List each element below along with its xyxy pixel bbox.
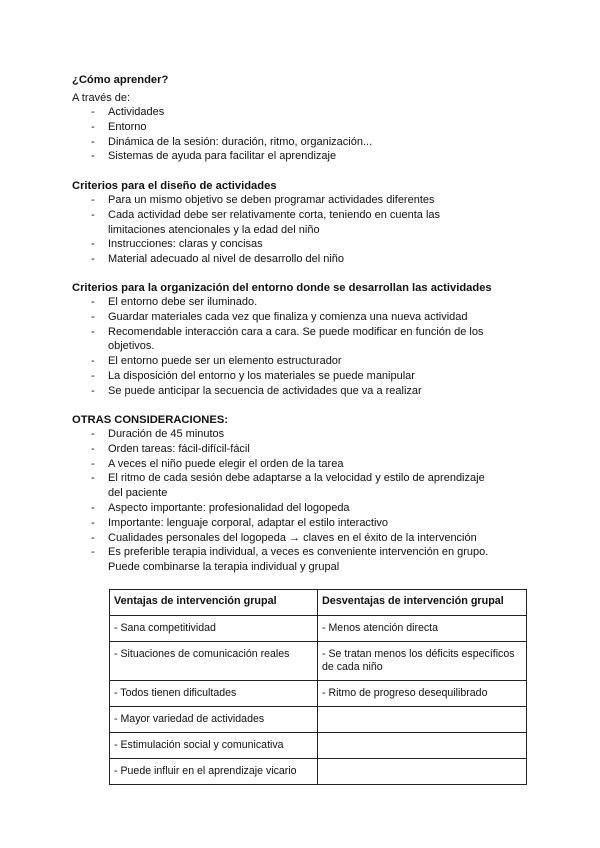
list-item: - El entorno debe ser iluminado. [0,295,498,310]
table-row [110,642,527,681]
list-item: - Sistemas de ayuda para facilitar el aprendizaje [0,149,498,164]
list-otras-consideraciones [0,427,600,575]
list-item: - Se puede anticipar la secuencia de actividades que va a realizar [0,384,498,399]
list-item: - Material adecuado al nivel de desarrollo del niño [0,252,498,267]
table-cell [318,759,527,785]
section-title-diseno-actividades: Criterios para el diseño de actividades [72,180,277,192]
ventajas-desventajas-table [109,589,527,785]
list-item: - Cualidades personales del logopeda → claves en el éxito de la intervención [0,531,498,546]
table-cell: - Menos atención directa [318,616,527,642]
list-item: - Entorno [0,120,498,135]
table-cell: - Puede influir en el aprendizaje vicario [110,759,318,785]
list-item: - Importante: lenguaje corporal, adaptar el estilo interactivo [0,516,498,531]
list-item: - Es preferible terapia individual, a veces es conveniente intervención en grupo. Puede combinarse la terapia individual y grupal [0,545,498,575]
list-item: - El entorno puede ser un elemento estructurador [0,354,498,369]
table-row [110,681,527,707]
section-title-organizacion-entorno: Criterios para la organización del entorno donde se desarrollan las actividades [72,282,492,294]
table-cell [318,707,527,733]
table-cell: - Ritmo de progreso desequilibrado [318,681,527,707]
table-cell: - Estimulación social y comunicativa [110,733,318,759]
list-item: - Actividades [0,105,498,120]
table-row [110,759,527,785]
table-cell: - Se tratan menos los déficits específicos de cada niño [318,642,527,681]
table-cell [318,733,527,759]
list-item: - Cada actividad debe ser relativamente corta, teniendo en cuenta las limitaciones atencionales y la edad del niño [0,208,498,238]
list-item: - Dinámica de la sesión: duración, ritmo, organización... [0,135,498,150]
list-item: - A veces el niño puede elegir el orden de la tarea [0,457,498,472]
list-item: - Guardar materiales cada vez que finaliza y comienza una nueva actividad [0,310,498,325]
section-intro: A través de: [72,92,131,104]
table-row [110,733,527,759]
list-item: - Aspecto importante: profesionalidad del logopeda [0,501,498,516]
list-item: - Para un mismo objetivo se deben programar actividades diferentes [0,193,498,208]
table-cell: - Sana competitividad [110,616,318,642]
table-cell: - Situaciones de comunicación reales [110,642,318,681]
list-item: - El ritmo de cada sesión debe adaptarse a la velocidad y estilo de aprendizaje del paciente [0,471,498,501]
header-desventajas: Desventajas de intervención grupal [318,590,527,616]
list-item: - Recomendable interacción cara a cara. Se puede modificar en función de los objetivos. [0,325,498,355]
section-title-como-aprender: ¿Cómo aprender? [72,74,169,86]
list-item: - Orden tareas: fácil-difícil-fácil [0,442,498,457]
table-header-row [110,590,527,616]
list-item: - La disposición del entorno y los materiales se puede manipular [0,369,498,384]
list-diseno-actividades [0,193,600,267]
table-row [110,616,527,642]
list-item: - Duración de 45 minutos [0,427,498,442]
list-organizacion-entorno [0,295,600,399]
table-cell: - Todos tienen dificultades [110,681,318,707]
table-row [110,707,527,733]
list-como-aprender [0,105,600,164]
table-cell: - Mayor variedad de actividades [110,707,318,733]
section-title-otras-consideraciones: OTRAS CONSIDERACIONES: [72,414,229,426]
list-item: - Instrucciones: claras y concisas [0,237,498,252]
header-ventajas: Ventajas de intervención grupal [110,590,318,616]
